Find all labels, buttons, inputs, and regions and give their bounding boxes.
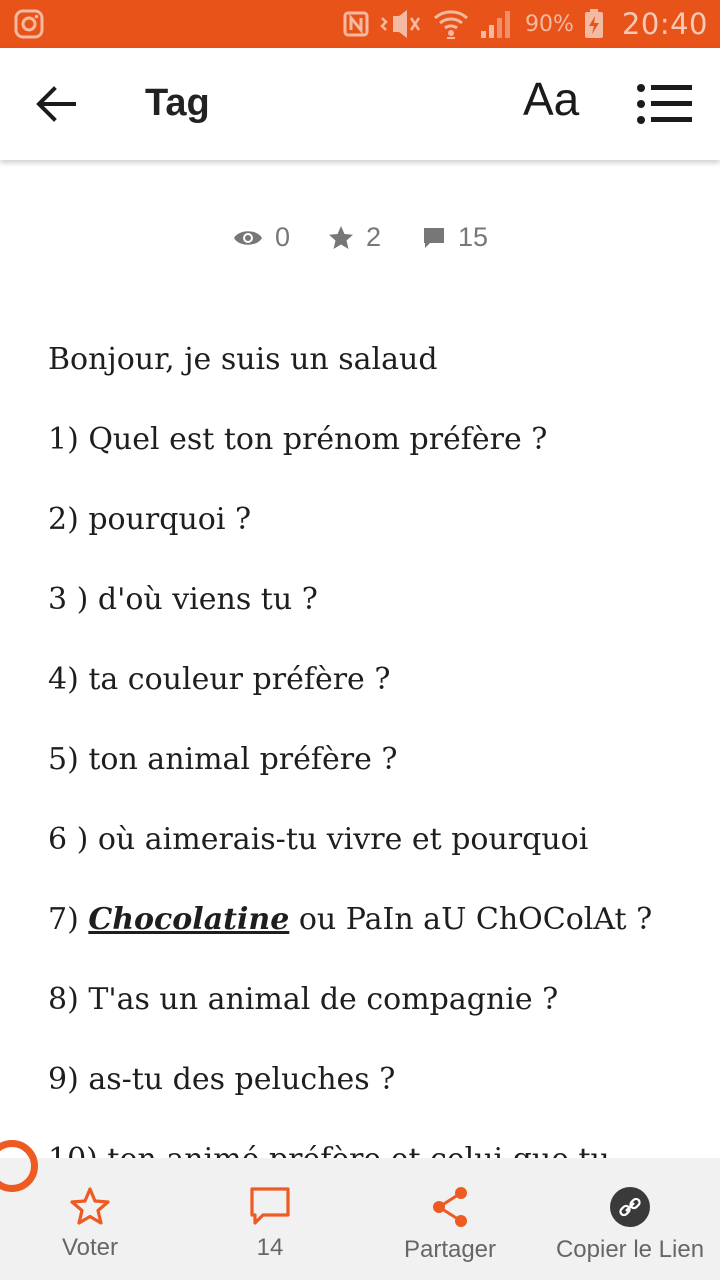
stars-stat <box>328 222 381 253</box>
instagram-icon <box>14 9 44 39</box>
content-line: 9) as-tu des peluches ? <box>48 1062 396 1097</box>
share-icon <box>430 1186 470 1228</box>
content-line: 2) pourquoi ? <box>48 502 252 537</box>
article-content <box>48 338 708 1158</box>
comment-outline-icon <box>249 1186 291 1226</box>
signal-icon <box>479 9 513 39</box>
comment-icon <box>422 226 446 250</box>
list-icon[interactable] <box>636 84 692 124</box>
content-line: 3 ) d'où viens tu ? <box>48 582 318 617</box>
back-arrow-icon[interactable] <box>34 84 78 124</box>
share-label: Partager <box>403 1236 497 1263</box>
app-bar <box>0 48 720 160</box>
comments-stat <box>422 222 488 253</box>
vibrate-icon <box>379 10 423 38</box>
emphasized-word: Chocolatine <box>88 902 290 937</box>
nfc-icon <box>343 11 369 37</box>
wifi-icon <box>433 8 469 40</box>
vote-label: Voter <box>61 1234 119 1261</box>
page-title: Tag <box>145 82 210 124</box>
copy-link-label: Copier le Lien <box>555 1236 705 1263</box>
copy-link-button[interactable] <box>550 1158 710 1280</box>
content-line-7 <box>48 898 708 978</box>
content-line: 6 ) où aimerais-tu vivre et pourquoi <box>48 822 589 857</box>
vote-button[interactable] <box>29 1158 151 1280</box>
star-icon <box>328 225 354 251</box>
content-line: 5) ton animal préfère ? <box>48 742 398 777</box>
status-bar <box>0 0 720 48</box>
battery-percentage: 90% <box>525 11 574 37</box>
content-line: Bonjour, je suis un salaud <box>48 342 438 377</box>
clock: 20:40 <box>621 7 708 41</box>
views-stat <box>233 222 290 253</box>
share-button[interactable] <box>389 1158 511 1280</box>
views-count: 0 <box>275 222 291 252</box>
link-icon <box>609 1186 651 1228</box>
line-7-prefix: 7) <box>48 902 89 937</box>
bottom-action-bar <box>0 1158 720 1280</box>
line-7-suffix: ou PaIn aU ChOColAt ? <box>289 902 653 937</box>
content-line: 1) Quel est ton prénom préfère ? <box>48 422 548 457</box>
eye-icon <box>233 228 263 248</box>
content-line: 4) ta couleur préfère ? <box>48 662 391 697</box>
comments-button[interactable] <box>209 1158 331 1280</box>
stars-count: 2 <box>366 222 382 252</box>
content-line: 8) T'as un animal de compagnie ? <box>48 982 559 1017</box>
stats-row <box>0 222 720 262</box>
comments-count: 15 <box>458 222 489 252</box>
battery-charging-icon <box>584 9 604 39</box>
font-size-button[interactable]: Aa <box>523 73 580 125</box>
comments-count-label: 14 <box>256 1234 284 1261</box>
star-outline-icon <box>69 1186 111 1226</box>
